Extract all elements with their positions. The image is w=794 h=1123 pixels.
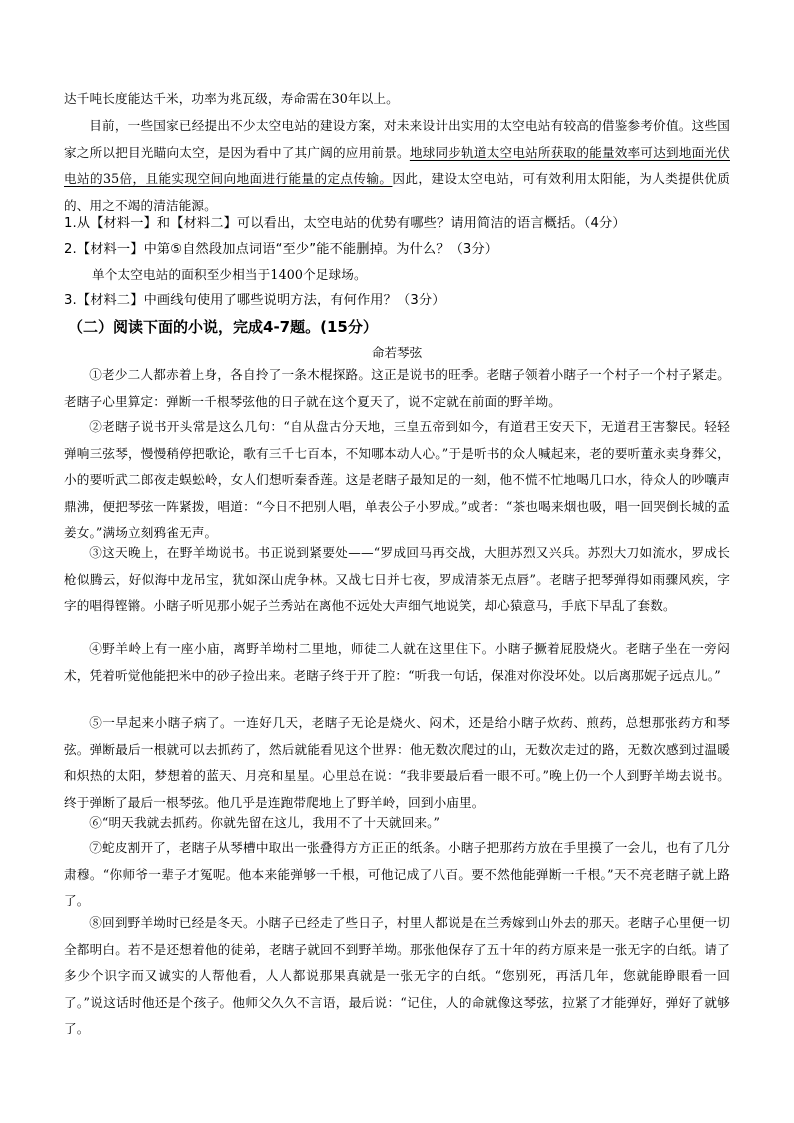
underlined-sentence: 地球同步轨道太空电站所获取的能量效率可达到地面光伏电站的35倍，且能实现空间向地面进行能量的定点传输。 [64,144,730,187]
material2-text-a: 目前，一些国家已经提出不少太空电站的建设方案，对未来设计出实用的太空电站有较高的借鉴参考价值。这些国家之所以把目光瞄向太空，是因为看中了其广阔的应用前景。 [64,118,730,160]
story-paragraph-5: ⑤一早起来小瞎子病了。一连好几天，老瞎子无论是烧火、闷术，还是给小瞎子炊药、煎药，总想那张药方和琴弦。弹断最后一根就可以去抓药了，然后就能看见这个世界：他无数次爬过的山，无数次走过的路，无数次感到过温暖和炽热的太阳，梦想着的蓝天、月亮和星星。心里总在说：“我非要最后看一眼不可。”晚上仍一个人到野羊坳去说书。终于弹断了最后一根琴弦。他几乎是连跑带爬地上了野羊岭，回到小庙里。 [64,715,730,810]
material2-text-b: 因此，建设太空电站，可有效利用太阳能，为人类提供优质的、用之不竭的清洁能源。 [64,171,730,213]
section-2-heading: （二）阅读下面的小说，完成4-7题。(15分） [68,318,378,336]
material2-line-continued: 达千吨长度能达千米，功率为兆瓦级，寿命需在30年以上。 [64,91,399,106]
question-3: 3.【材料二】中画线句使用了哪些说明方法，有何作用？（3分） [64,293,446,308]
question-1: 1.从【材料一】和【材料二】可以看出，太空电站的优势有哪些？请用简洁的语言概括。（4分） [64,216,626,231]
story-paragraph-4: ④野羊岭上有一座小庙，离野羊坳村二里地，师徒二人就在这里住下。小瞎子撅着屁股烧火。老瞎子坐在一旁闷术，凭着听觉他能把米中的砂子捡出来。老瞎子终于开了腔：“听我一句话，保准对你没坏处。以后离那妮子远点儿。” [64,641,730,683]
story-title: 命若琴弦 [371,345,423,360]
story-paragraph-8: ⑧回到野羊坳时已经是冬天。小瞎子已经走了些日子，村里人都说是在兰秀嫁到山外去的那天。老瞎子心里便一切全都明白。若不是还想着他的徒弟，老瞎子就回不到野羊坳。那张他保存了五十年的药方原来是一张无字的白纸。请了多少个识字而又诚实的人帮他看，人人都说那果真就是一张无字的白纸。“您别死，再活几年，您就能睁眼看一回了。”说这话时他还是个孩子。他师父久久不言语，最后说：“记住，人的命就像这琴弦，拉紧了才能弹好，弹好了就够了。 [64,915,730,1037]
story-paragraph-2: ②老瞎子说书开头常是这么几句：“自从盘古分天地，三皇五帝到如今，有道君王安天下，无道君王害黎民。轻轻弹响三弦琴，慢慢稍停把歌论，歌有三千七百本，不知哪本动人心。”于是听书的众人喊起来，老的要听董永卖身葬父，小的要听武二郎夜走蜈蚣岭，女人们想听秦香莲。这是老瞎子最知足的一刻，他不慌不忙地喝几口水，待众人的吵嚷声鼎沸，便把琴弦一阵紧拨，唱道：“今日不把别人唱，单表公子小罗成。”或者：“茶也喝来烟也吸，唱一回哭倒长城的孟姜女。”满场立刻鸦雀无声。 [64,419,730,541]
material2-paragraph [64,113,730,213]
story-paragraph-7: ⑦蛇皮割开了，老瞎子从琴槽中取出一张叠得方方正正的纸条。小瞎子把那药方放在手里摸了一会儿，也有了几分肃穆。“你师爷一辈子才冤呢。他本来能弹够一千根，可他记成了八百。要不然他能弹断一千根。”天不亮老瞎子就上路了。 [64,840,730,909]
story-paragraph-6: ⑥“明天我就去抓药。你就先留在这儿，我用不了十天就回来。” [89,815,441,830]
story-paragraph-3: ③这天晚上，在野羊坳说书。书正说到紧要处——“罗成回马再交战，大胆苏烈又兴兵。苏烈大刀如流水，罗成长枪似腾云，好似海中龙吊宝，犹如深山虎争林。又战七日并七夜，罗成清茶无点唇”。老瞎子把琴弹得如雨骤风疾，字字的唱得铿锵。小瞎子听见那小妮子兰秀站在离他不远处大声细气地说笑，却心猿意马，手底下早乱了套数。 [64,545,730,614]
story-paragraph-1: ①老少二人都赤着上身，各自拎了一条木棍探路。这正是说书的旺季。老瞎子领着小瞎子一个村子一个村子紧走。老瞎子心里算定：弹断一千根琴弦他的日子就在这个夏天了，说不定就在前面的野羊坳。 [64,367,730,409]
question-2-quote: 单个太空电站的面积至少相当于1400个足球场。 [92,267,367,282]
question-2: 2.【材料一】中第⑤自然段加点词语“至少”能不能删掉。为什么？（3分） [64,242,499,257]
